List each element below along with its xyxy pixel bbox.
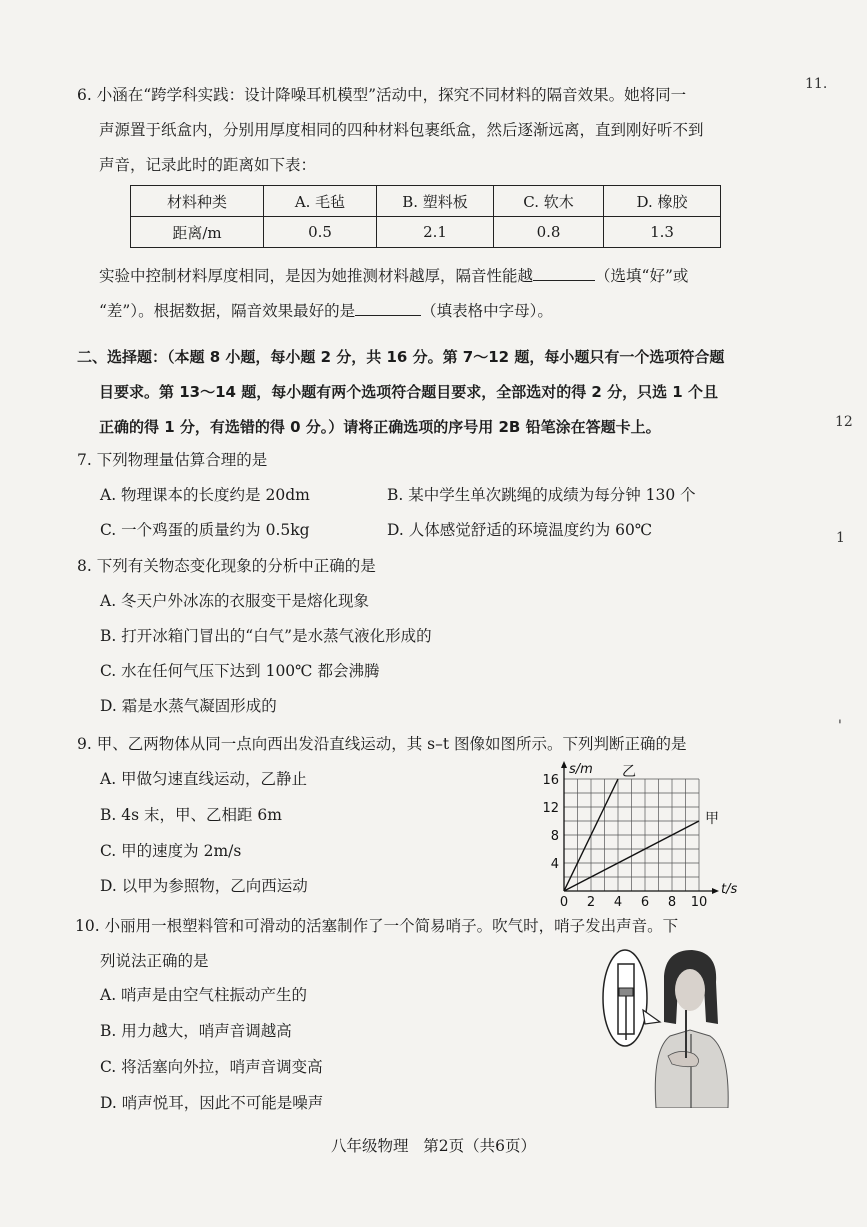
table-cell: 材料种类 bbox=[131, 186, 264, 217]
y-axis-label: s/m bbox=[569, 762, 593, 777]
section2-line2: 目要求。第 13～14 题，每小题有两个选项符合题目要求，全部选对的得 2 分，只选 1 个且 bbox=[99, 383, 718, 401]
q8-option-b: B. 打开冰箱门冒出的“白气”是水蒸气液化形成的 bbox=[100, 627, 432, 645]
girl-body bbox=[655, 1030, 728, 1108]
table-cell: 0.5 bbox=[264, 217, 377, 248]
answer-blank bbox=[533, 266, 595, 281]
x-axis-label: t/s bbox=[721, 882, 738, 897]
q7-stem: 7. 下列物理量估算合理的是 bbox=[77, 451, 268, 469]
q10-option-b: B. 用力越大，哨声音调越高 bbox=[100, 1022, 292, 1040]
girl-face bbox=[675, 969, 705, 1011]
table-row bbox=[131, 217, 721, 248]
table-cell: D. 橡胶 bbox=[604, 186, 721, 217]
x-axis-arrow bbox=[712, 888, 719, 894]
q6-line5-text-end: （填表格中字母）。 bbox=[421, 302, 553, 320]
q6-line1: 6. 小涵在“跨学科实践：设计降噪耳机模型”活动中，探究不同材料的隔音效果。她将同一 bbox=[77, 86, 687, 104]
q6-line4-text-end: （选填“好”或 bbox=[595, 267, 689, 285]
edge-mark: 12 bbox=[835, 414, 853, 430]
x-tick-label: 4 bbox=[613, 895, 623, 910]
q6-line5 bbox=[99, 300, 553, 322]
table-row bbox=[131, 186, 721, 217]
material-table bbox=[130, 185, 721, 248]
table-cell: 1.3 bbox=[604, 217, 721, 248]
q7-option-d: D. 人体感觉舒适的环境温度约为 60℃ bbox=[387, 521, 653, 539]
table-cell: A. 毛毡 bbox=[264, 186, 377, 217]
q9-option-d: D. 以甲为参照物，乙向西运动 bbox=[100, 877, 308, 895]
q6-line4-text: 实验中控制材料厚度相同，是因为她推测材料越厚，隔音性能越 bbox=[99, 267, 534, 285]
table-cell: 距离/m bbox=[131, 217, 264, 248]
answer-blank bbox=[355, 301, 421, 316]
whistle-illustration bbox=[598, 946, 738, 1108]
table-cell: B. 塑料板 bbox=[377, 186, 494, 217]
q8-option-a: A. 冬天户外冰冻的衣服变干是熔化现象 bbox=[100, 592, 370, 610]
table-cell: C. 软木 bbox=[494, 186, 604, 217]
y-tick-label: 12 bbox=[542, 801, 559, 816]
q6-line5-text: “差”）。根据数据，隔音效果最好的是 bbox=[99, 302, 356, 320]
q8-option-d: D. 霜是水蒸气凝固形成的 bbox=[100, 697, 277, 715]
page-footer: 八年级物理 第2页（共6页） bbox=[330, 1137, 536, 1155]
section2-line3: 正确的得 1 分，有选错的得 0 分。）请将正确选项的序号用 2B 铅笔涂在答题卡上。 bbox=[99, 418, 661, 436]
q9-stem: 9. 甲、乙两物体从同一点向西出发沿直线运动，其 s–t 图像如图所示。下列判断正确的是 bbox=[77, 735, 687, 753]
q10-stem-line1: 10. 小丽用一根塑料管和可滑动的活塞制作了一个简易哨子。吹气时，哨子发出声音。下 bbox=[75, 917, 679, 935]
x-tick-label: 2 bbox=[586, 895, 596, 910]
series-label: 甲 bbox=[705, 811, 719, 827]
edge-mark: 1 bbox=[836, 530, 845, 546]
series-label: 乙 bbox=[622, 764, 636, 780]
x-tick-label: 8 bbox=[667, 895, 677, 910]
x-tick-label: 0 bbox=[559, 895, 569, 910]
x-tick-label: 6 bbox=[640, 895, 650, 910]
q6-line2: 声源置于纸盒内，分别用厚度相同的四种材料包裹纸盒，然后逐渐远离，直到刚好听不到 bbox=[99, 121, 704, 139]
callout-pointer bbox=[643, 1010, 660, 1024]
table-cell: 0.8 bbox=[494, 217, 604, 248]
girl-hands bbox=[668, 1051, 699, 1066]
y-tick-label: 8 bbox=[550, 829, 559, 844]
piston bbox=[619, 988, 633, 996]
q6-line3: 声音，记录此时的距离如下表： bbox=[99, 156, 317, 174]
s-t-graph bbox=[530, 752, 740, 918]
q7-option-c: C. 一个鸡蛋的质量约为 0.5kg bbox=[100, 521, 310, 539]
x-tick-label: 10 bbox=[690, 895, 708, 910]
q7-option-b: B. 某中学生单次跳绳的成绩为每分钟 130 个 bbox=[387, 486, 696, 504]
q10-option-d: D. 哨声悦耳，因此不可能是噪声 bbox=[100, 1094, 324, 1112]
q10-option-a: A. 哨声是由空气柱振动产生的 bbox=[100, 986, 308, 1004]
q10-stem-line2: 列说法正确的是 bbox=[100, 952, 209, 970]
edge-mark: ' bbox=[838, 718, 842, 734]
y-tick-label: 16 bbox=[542, 773, 559, 788]
q7-option-a: A. 物理课本的长度约是 20dm bbox=[100, 486, 310, 504]
q10-option-c: C. 将活塞向外拉，哨声音调变高 bbox=[100, 1058, 323, 1076]
q6-line4 bbox=[99, 265, 688, 287]
edge-mark: 11. bbox=[805, 76, 828, 92]
q8-option-c: C. 水在任何气压下达到 100℃ 都会沸腾 bbox=[100, 662, 380, 680]
section2-line1: 二、选择题：（本题 8 小题，每小题 2 分，共 16 分。第 7～12 题，每小题只有一个选项符合题 bbox=[77, 348, 725, 366]
table-cell: 2.1 bbox=[377, 217, 494, 248]
y-tick-label: 4 bbox=[550, 857, 559, 872]
q9-option-a: A. 甲做匀速直线运动，乙静止 bbox=[100, 770, 308, 788]
q9-option-b: B. 4s 末，甲、乙相距 6m bbox=[100, 806, 282, 824]
q8-stem: 8. 下列有关物态变化现象的分析中正确的是 bbox=[77, 557, 376, 575]
q9-option-c: C. 甲的速度为 2m/s bbox=[100, 842, 242, 860]
y-axis-arrow bbox=[561, 761, 567, 768]
